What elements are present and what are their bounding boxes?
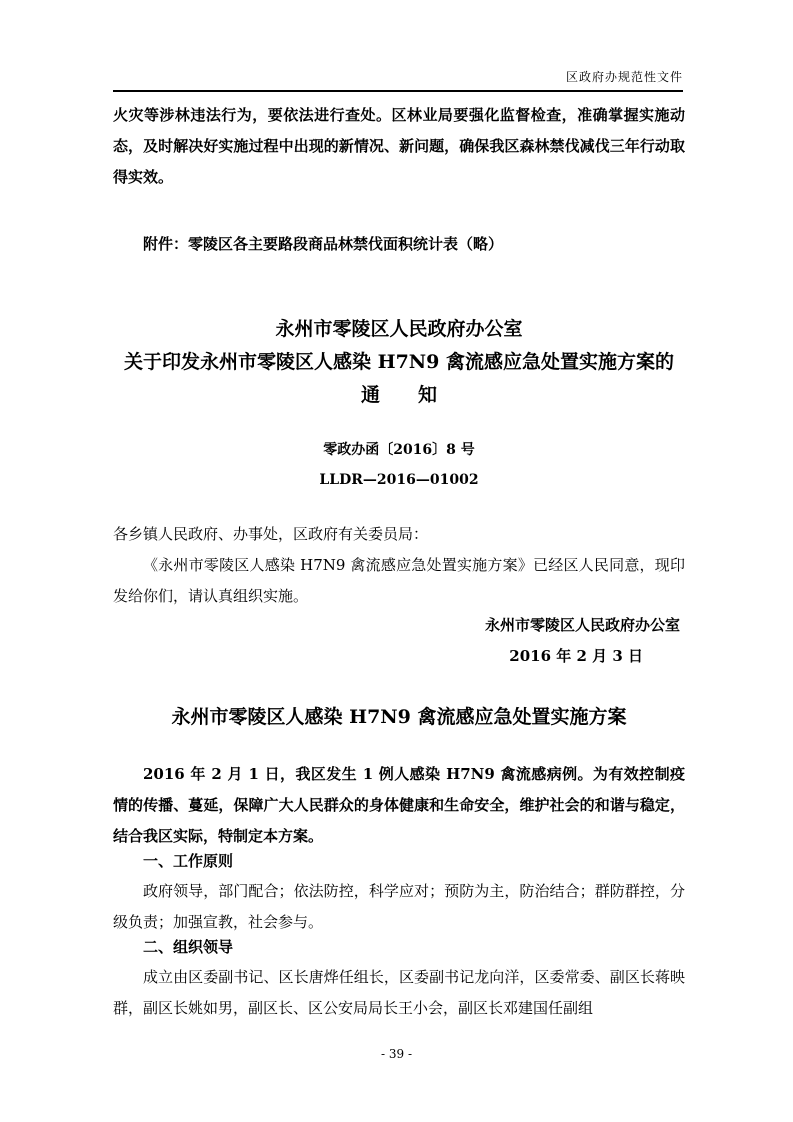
page-header xyxy=(113,66,683,92)
notice-title-line1: 永州市零陵区人民政府办公室 xyxy=(275,318,523,340)
notice-date: 2016 年 2 月 3 日 xyxy=(509,647,643,665)
section1-text: 政府领导，部门配合；依法防控，科学应对；预防为主，防治结合；群防群控，分级负责；加强宣教，社会参与。 xyxy=(113,882,685,931)
intro-paragraph: 火灾等涉林违法行为，要依法进行查处。区林业局要强化监督检查，准确掌握实施动态，及时解决好实施过程中出现的新情况、新问题，确保我区森林禁伐减伐三年行动取得实效。 xyxy=(113,106,685,186)
section1-heading: 一、工作原则 xyxy=(143,852,234,870)
header-label: 区政府办规范性文件 xyxy=(565,70,683,84)
attachment-note: 附件：零陵区各主要路段商品林禁伐面积统计表（略） xyxy=(143,235,504,253)
page-number: - 39 - xyxy=(380,1047,412,1061)
notice-title-line3: 通 知 xyxy=(360,384,437,406)
plan-title: 永州市零陵区人感染 H7N9 禽流感应急处置实施方案 xyxy=(171,706,627,728)
registration-number: LLDR—2016—01002 xyxy=(319,472,479,488)
plan-intro: 2016 年 2 月 1 日，我区发生 1 例人感染 H7N9 禽流感病例。为有效控制疫情的传播、蔓延，保障广大人民群众的身体健康和生命安全，维护社会的和谐与稳定，结合我区实际，特制定本方案。 xyxy=(113,765,685,845)
signature: 永州市零陵区人民政府办公室 xyxy=(484,616,680,634)
addressee: 各乡镇人民政府、办事处，区政府有关委员局： xyxy=(113,525,429,543)
section2-heading: 二、组织领导 xyxy=(143,938,234,956)
notice-body: 《永州市零陵区人感染 H7N9 禽流感应急处置实施方案》已经区人民同意，现印发给你们，请认真组织实施。 xyxy=(113,556,685,605)
section2-text: 成立由区委副书记、区长唐烨任组长，区委副书记龙向洋，区委常委、副区长蒋映群，副区长姚如男，副区长、区公安局局长王小会，副区长邓建国任副组 xyxy=(113,968,685,1017)
notice-title-line2: 关于印发永州市零陵区人感染 H7N9 禽流感应急处置实施方案的 xyxy=(124,351,674,373)
document-number: 零政办函〔2016〕8 号 xyxy=(323,442,475,458)
